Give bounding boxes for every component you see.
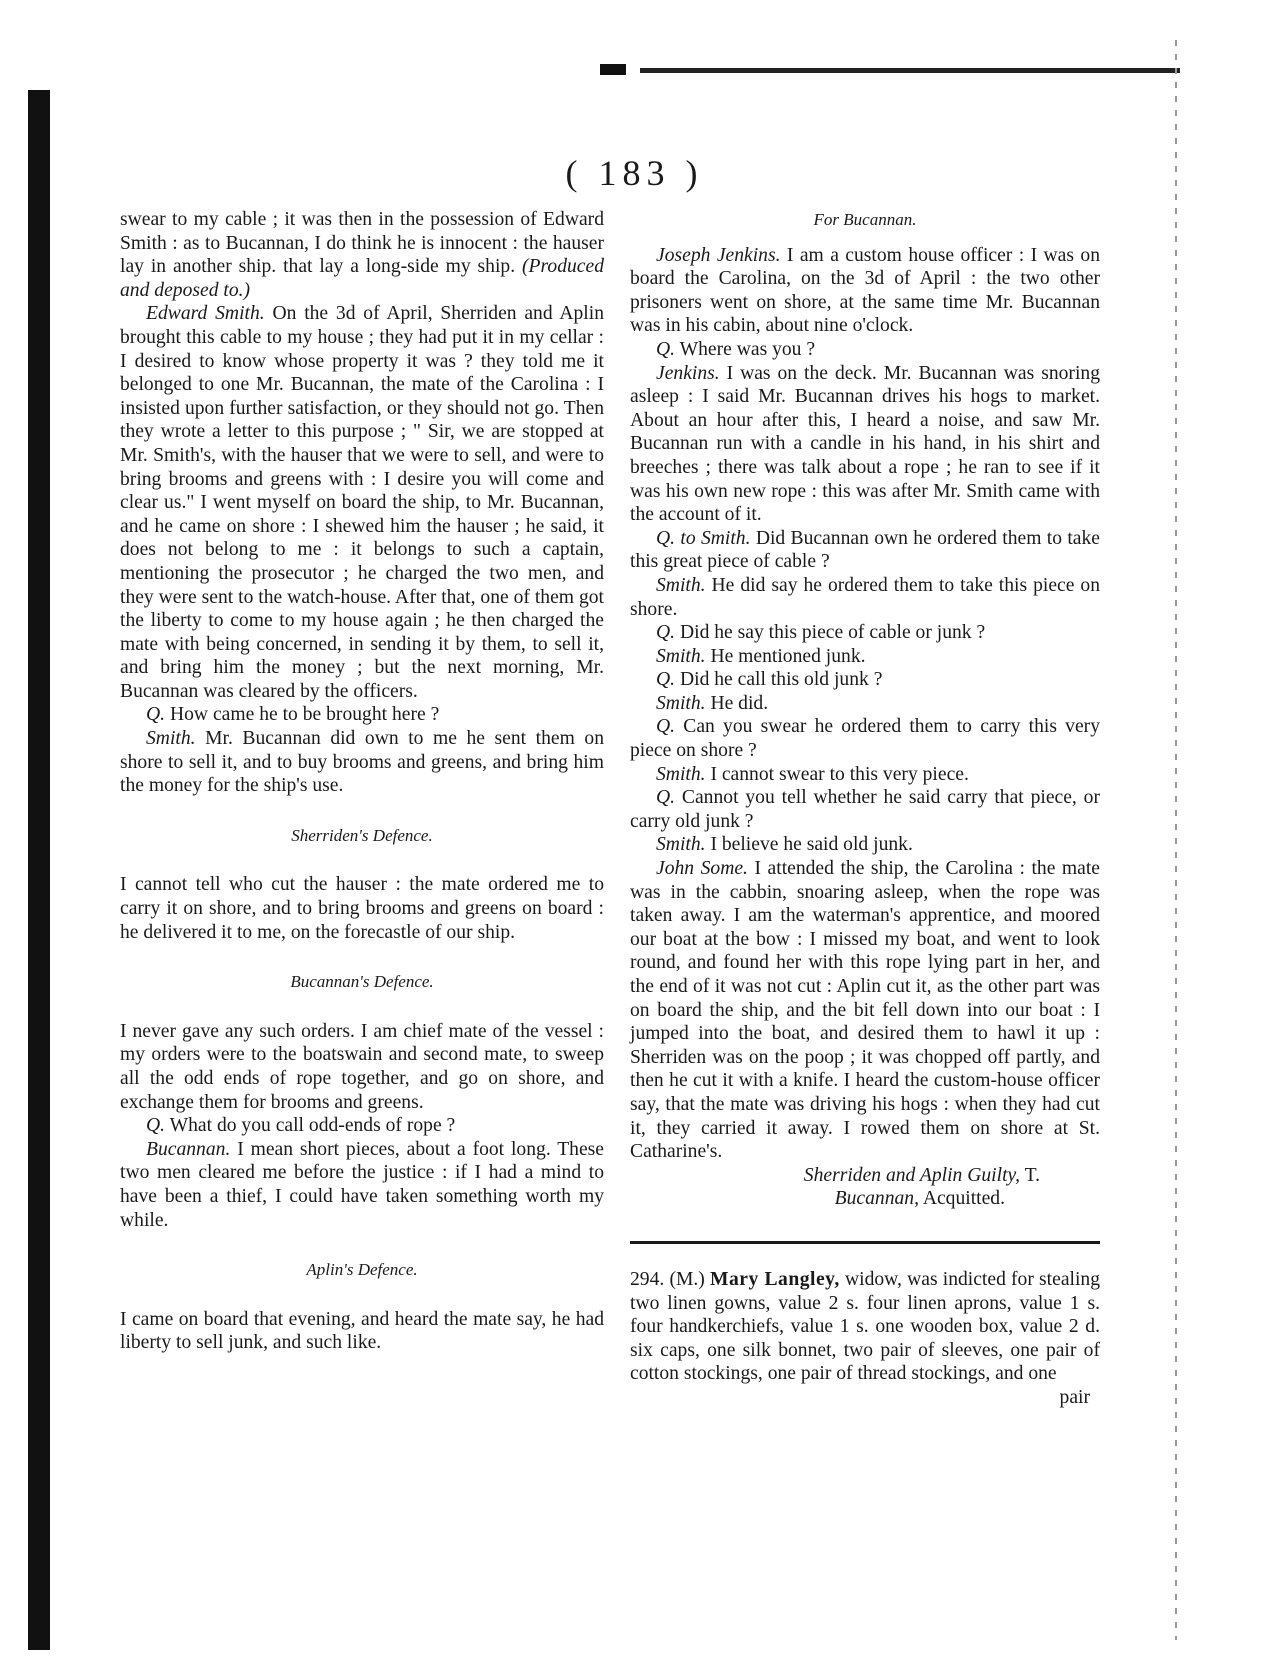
q-label: Q. [656, 669, 676, 691]
answer [630, 574, 1100, 621]
case-paragraph [630, 1268, 1100, 1386]
speaker: Smith. [656, 645, 706, 667]
section-heading: Aplin's Defence. [306, 1260, 418, 1280]
speaker: John Some. [656, 858, 748, 880]
verdict-names: Sherriden and Aplin Guilty, [803, 1164, 1021, 1186]
text: I believe he said old junk. [710, 834, 913, 856]
verdict [630, 1164, 1100, 1188]
question [630, 786, 1100, 833]
text: I am a custom house officer : I was on board the Carolina, on the 3d of April : the two other prisoners went on shore, at the same time Mr. Bucannan was in his cabin, about nine o'clock. [630, 244, 1100, 337]
question [630, 621, 1100, 645]
text: swear to my cable ; it was then in the possession of Edward Smith : as to Bucannan, I do think he is innocent : the hauser lay in another ship. that lay a long-side my ship. [120, 209, 604, 278]
paragraph: I came on board that evening, and heard the mate say, he had liberty to sell junk, and such like. [120, 1308, 604, 1354]
speaker: Jenkins. [656, 362, 720, 384]
scan-edge-shadow [28, 90, 50, 1650]
text: I mean short pieces, about a foot long. These two men cleared me before the justice : if I had a mind to have been a thief, I could have taken something worth my while. [120, 1138, 604, 1231]
text: On the 3d of April, Sherriden and Aplin brought this cable to my house ; they had put it in my cellar : I desired to know whose property it was ? they told me it belonged to one Mr. Bucannan, the mate of the Carolina : I insisted upon further satisfaction, or they should not go. Then they wrote a letter to this purpose ; " Sir, we are stopped at Mr. Smith's, with the hauser that we were to sell, and were to bring brooms and greens with : I desire you will come and clear us." I went myself on board the ship, to Mr. Bucannan, and he came on shore : I shewed him the hauser ; he said, it does not belong to me : it belongs to such a captain, mentioning the prosecutor ; he charged the two men, and they were sent to the watch-house. After that, one of them got the liberty to come to my house again ; he then charged the mate with being concerned, in sending it by them, to sell it, and bring him the money ; but the next morning, Mr. Bucannan was cleared by the officers. [120, 303, 604, 702]
section-heading: Bucannan's Defence. [290, 972, 434, 992]
catchword: pair [1059, 1386, 1090, 1408]
speaker: Smith. [656, 834, 706, 856]
question [630, 715, 1100, 762]
verdict-sentence: T. [1024, 1164, 1040, 1186]
page-number: ( 183 ) [565, 153, 704, 193]
left-column [120, 208, 604, 1355]
q-label: Q. [656, 338, 676, 360]
question [120, 703, 604, 727]
text: Cannot you tell whether he said carry that piece, or carry old junk ? [630, 787, 1100, 832]
speaker: Smith. [656, 692, 706, 714]
verdict-names: Bucannan, [834, 1188, 919, 1210]
answer [630, 692, 1100, 716]
paragraph [120, 208, 604, 302]
verdict-result: Acquitted. [922, 1188, 1005, 1210]
speaker: Bucannan. [146, 1138, 231, 1160]
section-heading: For Bucannan. [813, 210, 917, 229]
right-column [630, 208, 1100, 1410]
text: How came he to be brought here ? [169, 704, 440, 726]
answer [630, 833, 1100, 857]
text: Did he say this piece of cable or junk ? [679, 622, 986, 644]
text: He did. [710, 692, 769, 714]
section-heading: Sherriden's Defence. [291, 825, 433, 845]
case-number: 294. (M.) [630, 1268, 705, 1290]
text: Where was you ? [679, 338, 816, 360]
text: Did he call this old junk ? [679, 669, 883, 691]
text: Mr. Bucannan did own to me he sent them on shore to sell it, and to buy brooms and greens, and bring him the money for the ship's use. [120, 728, 604, 797]
question [630, 527, 1100, 574]
defendant-name: Mary Langley, [710, 1268, 840, 1290]
answer [630, 362, 1100, 527]
text: I was on the deck. Mr. Bucannan was snoring asleep : I said Mr. Bucannan drives his hogs to market. About an hour after this, I heard a noise, and saw Mr. Bucannan run with a candle in his hand, in his shirt and breeches ; there was talk about a rope ; he ran to see if it was his own new rope : this was after Mr. Smith came with the account of it. [630, 362, 1100, 526]
top-rule [640, 68, 1180, 73]
answer [630, 763, 1100, 787]
question [630, 338, 1100, 362]
paragraph [120, 302, 604, 703]
verdict [630, 1187, 1100, 1211]
text: I attended the ship, the Carolina : the mate was in the cabbin, snoaring asleep, when the rope was taken away. I am the waterman's apprentice, and moored our boat at the bow : I missed my boat, and went to look round, and found her with this rope lying part in her, and the end of it was not cut : Aplin cut it, as the other part was on board the ship, and the bit fell down into our boat : I jumped into the boat, and desired them to hawl it up : Sherriden was on the poop ; it was chopped off partly, and then he cut it with a knife. I heard the custom-house officer say, that the mate was driving his hogs : when they had cut it, they carried it away. I rowed them on shore at St. Catharine's. [630, 858, 1100, 1163]
q-label: Q. [146, 704, 166, 726]
paragraph: I cannot tell who cut the hauser : the mate ordered me to carry it on shore, and to bring brooms and greens on board : he delivered it to me, on the forecastle of our ship. [120, 874, 604, 943]
paragraph [630, 857, 1100, 1164]
text: Did Bucannan own he ordered them to take this great piece of cable ? [630, 527, 1100, 573]
note: (Produced and deposed to.) [120, 256, 604, 301]
top-printer-mark [600, 64, 626, 75]
paragraph: I never gave any such orders. I am chief mate of the vessel : my orders were to the boatswain and second mate, to sweep all the odd ends of rope together, and go on shore, and exchange them for brooms and greens. [120, 1020, 604, 1113]
speaker: Edward Smith. [146, 303, 265, 325]
paragraph [630, 244, 1100, 338]
q-label: Q. [656, 622, 676, 644]
speaker: Joseph Jenkins. [656, 244, 781, 266]
answer [630, 645, 1100, 669]
text: I cannot swear to this very piece. [710, 763, 969, 785]
question [630, 668, 1100, 692]
question [120, 1114, 604, 1138]
text: He mentioned junk. [710, 645, 866, 667]
section-divider [630, 1241, 1100, 1244]
text: Can you swear he ordered them to carry this very piece on shore ? [630, 716, 1100, 762]
speaker: Smith. [656, 574, 706, 596]
answer [120, 1138, 604, 1232]
q-label: Q. [146, 1115, 166, 1137]
right-page-edge [1175, 40, 1177, 1640]
text: He did say he ordered them to take this piece on shore. [630, 574, 1100, 620]
text: widow, was indicted for stealing two linen gowns, value 2 s. four linen aprons, value 1 s. four handkerchiefs, value 1 s. one wooden box, value 2 d. six caps, one silk bonnet, two pair of sleeves, one pair of cotton stockings, one pair of thread stockings, and one [630, 1268, 1100, 1385]
q-label: Q. to Smith. [656, 527, 751, 549]
q-label: Q. [656, 716, 676, 738]
answer [120, 727, 604, 798]
speaker: Smith. [656, 763, 706, 785]
speaker: Smith. [146, 728, 196, 750]
q-label: Q. [656, 787, 676, 809]
text: What do you call odd-ends of rope ? [169, 1115, 456, 1137]
